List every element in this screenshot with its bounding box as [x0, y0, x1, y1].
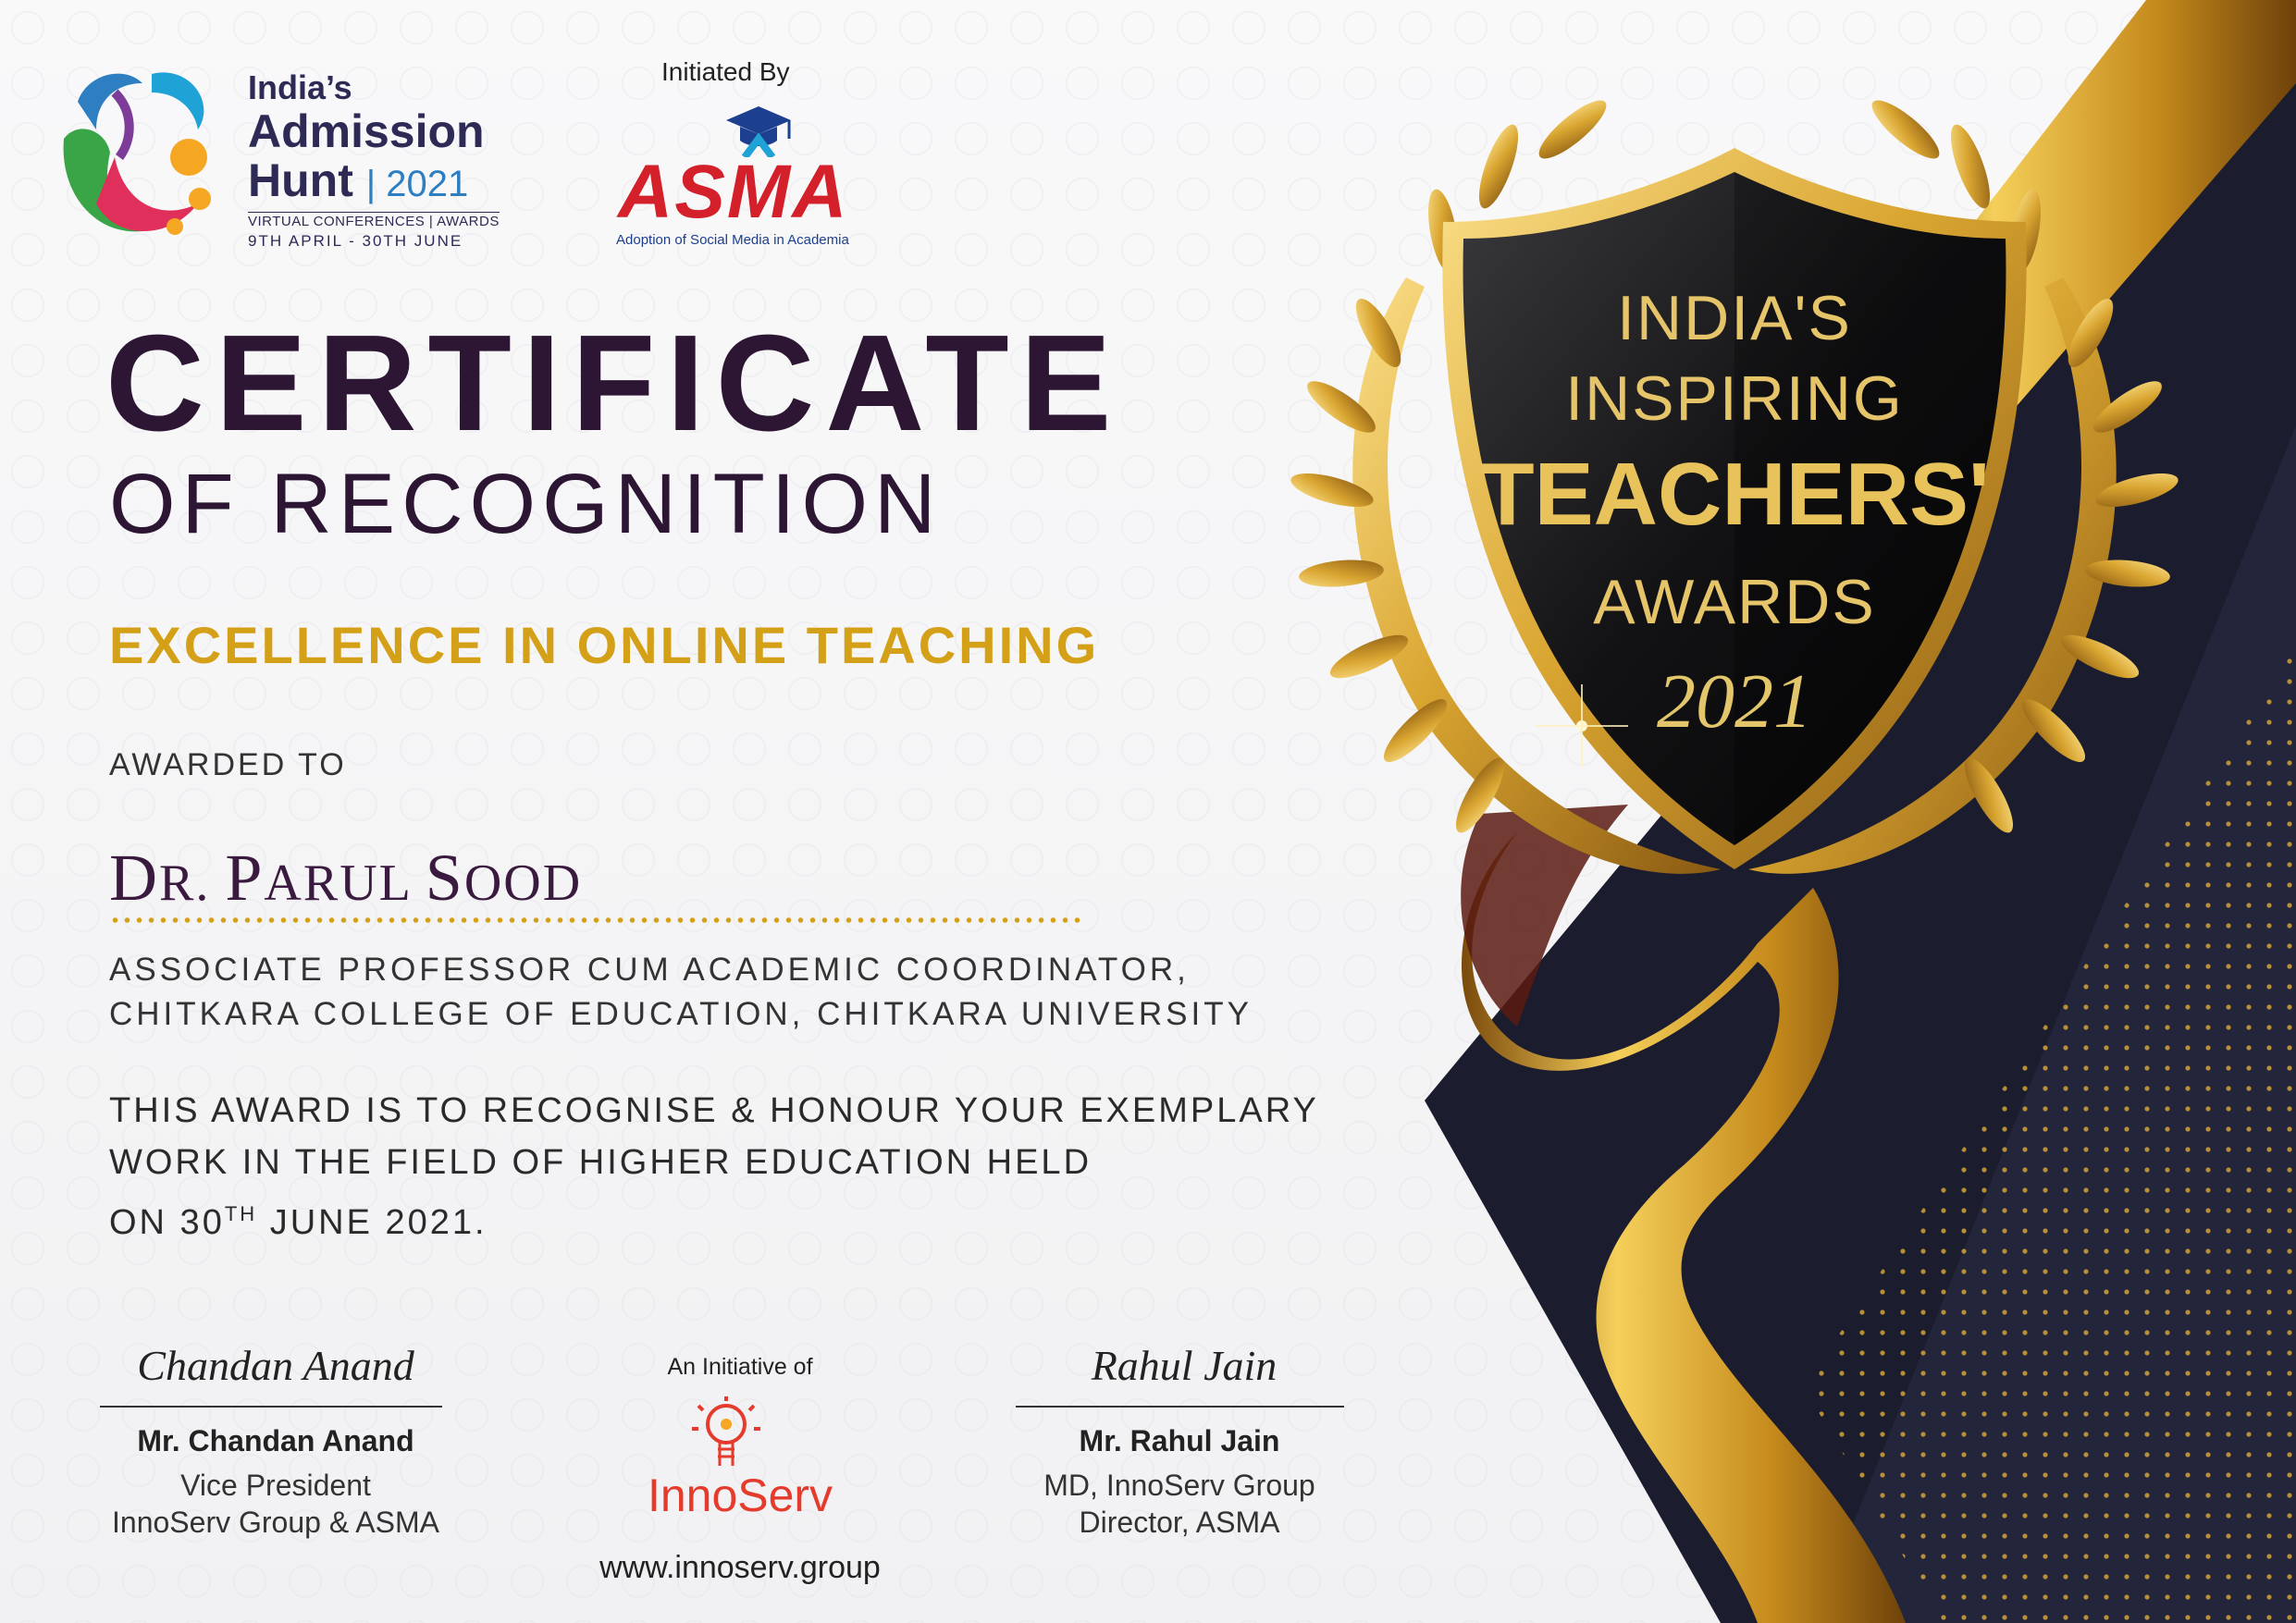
badge-line3: TEACHERS'	[1480, 445, 1990, 544]
innoserv-bulb-icon	[666, 1392, 786, 1475]
admission-hunt-logo	[59, 65, 226, 250]
logo-line2: Admission	[248, 105, 485, 157]
dotted-divider	[109, 917, 1080, 923]
recipient-designation	[109, 948, 1253, 1037]
badge-line2: INSPIRING	[1565, 363, 1904, 434]
right-signatory-name: Mr. Rahul Jain	[1079, 1424, 1280, 1457]
initiative-label: An Initiative of	[667, 1354, 813, 1380]
name-part-r: R.	[159, 855, 226, 912]
logo-line1: India’s	[248, 68, 352, 106]
name-part-ood: OOD	[463, 855, 583, 912]
award-line3	[109, 1188, 1319, 1248]
graduation-cap-icon	[717, 102, 800, 157]
name-letter-p: P	[225, 841, 265, 915]
innoserv-wordmark: InnoServ	[647, 1469, 833, 1521]
certificate-subtitle: OF RECOGNITION	[109, 457, 943, 551]
badge-line1: INDIA'S	[1617, 283, 1852, 353]
asma-tagline: Adoption of Social Media in Academia	[616, 232, 849, 248]
left-signatory-role2: InnoServ Group & ASMA	[112, 1506, 439, 1539]
left-signature-line	[100, 1406, 442, 1408]
badge-line4: AWARDS	[1593, 567, 1876, 637]
award-category: EXCELLENCE IN ONLINE TEACHING	[109, 616, 1100, 674]
recipient-name	[109, 840, 582, 916]
right-signatory-role1: MD, InnoServ Group	[1043, 1469, 1315, 1502]
logo-dates: 9TH APRIL - 30TH JUNE	[248, 232, 463, 250]
logo-line3: Hunt | 2021	[248, 154, 469, 206]
badge-year: 2021	[1657, 658, 1812, 744]
award-date-suffix: JUNE 2021.	[257, 1203, 488, 1242]
logo-tagline: VIRTUAL CONFERENCES | AWARDS	[248, 214, 500, 229]
left-signature: Chandan Anand	[137, 1342, 414, 1389]
innoserv-url[interactable]: www.innoserv.group	[599, 1550, 881, 1585]
left-signatory-name: Mr. Chandan Anand	[137, 1424, 414, 1457]
awarded-to-label: AWARDED TO	[109, 747, 347, 782]
left-signatory-role1: Vice President	[180, 1469, 371, 1502]
logo-hunt: Hunt	[248, 154, 353, 206]
name-letter-s: S	[425, 841, 464, 915]
award-statement	[109, 1085, 1319, 1248]
name-part-arul: ARUL	[264, 855, 426, 912]
right-signature: Rahul Jain	[1091, 1342, 1278, 1389]
initiated-by-label: Initiated By	[661, 57, 790, 86]
certificate-title: CERTIFICATE	[105, 307, 1123, 460]
designation-line1: ASSOCIATE PROFESSOR CUM ACADEMIC COORDINATOR,	[109, 952, 1190, 988]
logo-year: 2021	[386, 164, 469, 204]
name-letter-d: D	[109, 841, 159, 915]
right-signatory-role2: Director, ASMA	[1079, 1506, 1280, 1539]
admission-hunt-text	[248, 69, 500, 252]
designation-line2: CHITKARA COLLEGE OF EDUCATION, CHITKARA UNIVERSITY	[109, 996, 1253, 1032]
award-date-sup: TH	[224, 1202, 258, 1225]
award-date-prefix: ON 30	[109, 1203, 225, 1242]
asma-wordmark: ASMA	[618, 150, 849, 234]
award-line2: WORK IN THE FIELD OF HIGHER EDUCATION HELD	[109, 1143, 1092, 1182]
award-line1: THIS AWARD IS TO RECOGNISE & HONOUR YOUR EXEMPLARY	[109, 1091, 1319, 1130]
right-signature-line	[1016, 1406, 1344, 1408]
